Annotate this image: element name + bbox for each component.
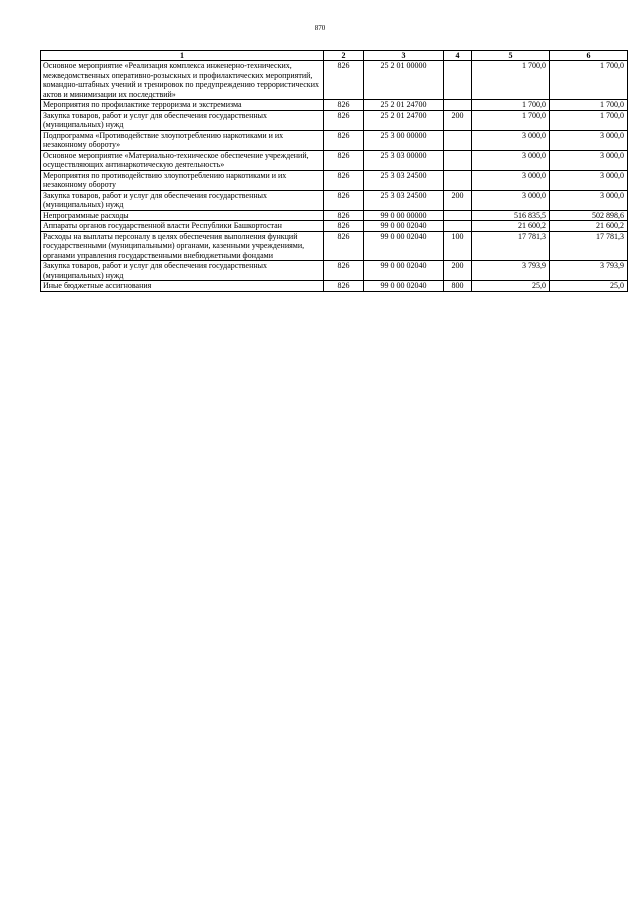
row-name: Подпрограмма «Противодействие злоупотреблению наркотиками и их незаконному обороту» (41, 130, 324, 150)
row-sum-2: 1 700,0 (550, 110, 628, 130)
row-sum-1: 1 700,0 (472, 100, 550, 111)
table-header-row (41, 51, 628, 61)
row-vr (444, 170, 472, 190)
row-csr: 25 3 00 00000 (364, 130, 444, 150)
row-csr: 25 2 01 00000 (364, 61, 444, 100)
row-vr (444, 130, 472, 150)
row-vr: 200 (444, 261, 472, 281)
row-vr: 100 (444, 231, 472, 261)
table-row (41, 110, 628, 130)
row-vr (444, 210, 472, 221)
row-sum-1: 3 000,0 (472, 170, 550, 190)
table-row (41, 170, 628, 190)
row-vr (444, 221, 472, 232)
header-col-3: 3 (364, 51, 444, 61)
header-col-2: 2 (324, 51, 364, 61)
row-csr: 99 0 00 02040 (364, 231, 444, 261)
table-row (41, 150, 628, 170)
row-ved: 826 (324, 261, 364, 281)
row-sum-1: 25,0 (472, 281, 550, 292)
row-sum-2: 21 600,2 (550, 221, 628, 232)
row-vr (444, 100, 472, 111)
table-row (41, 231, 628, 261)
row-sum-1: 3 000,0 (472, 130, 550, 150)
row-name: Основное мероприятие «Реализация комплекса инженерно-технических, межведомственных оперативно-розыскных и профилактических мероприятий, командно-штабных учений и тренировок по предупреждению террористических актов и минимизации их последствий» (41, 61, 324, 100)
row-sum-2: 25,0 (550, 281, 628, 292)
row-sum-1: 21 600,2 (472, 221, 550, 232)
header-col-4: 4 (444, 51, 472, 61)
row-csr: 25 3 03 00000 (364, 150, 444, 170)
table-row (41, 281, 628, 292)
row-ved: 826 (324, 231, 364, 261)
budget-table (40, 50, 628, 292)
row-name: Аппараты органов государственной власти Республики Башкортостан (41, 221, 324, 232)
row-ved: 826 (324, 130, 364, 150)
row-name: Закупка товаров, работ и услуг для обеспечения государственных (муниципальных) нужд (41, 110, 324, 130)
row-sum-2: 17 781,3 (550, 231, 628, 261)
table-row (41, 210, 628, 221)
row-ved: 826 (324, 170, 364, 190)
row-name: Закупка товаров, работ и услуг для обеспечения государственных (муниципальных) нужд (41, 261, 324, 281)
row-name: Закупка товаров, работ и услуг для обеспечения государственных (муниципальных) нужд (41, 190, 324, 210)
header-col-5: 5 (472, 51, 550, 61)
row-sum-1: 1 700,0 (472, 110, 550, 130)
row-vr (444, 150, 472, 170)
table-row (41, 130, 628, 150)
row-csr: 25 2 01 24700 (364, 110, 444, 130)
row-name: Непрограммные расходы (41, 210, 324, 221)
row-vr: 200 (444, 190, 472, 210)
row-name: Расходы на выплаты персоналу в целях обеспечения выполнения функций государственными (муниципальными) органами, казенными учреждениями, органами управления государственными внебюджетными фондами (41, 231, 324, 261)
row-sum-2: 3 793,9 (550, 261, 628, 281)
table-row (41, 100, 628, 111)
row-ved: 826 (324, 61, 364, 100)
header-col-6: 6 (550, 51, 628, 61)
row-vr (444, 61, 472, 100)
page-number: 870 (314, 24, 326, 32)
row-sum-1: 1 700,0 (472, 61, 550, 100)
row-ved: 826 (324, 150, 364, 170)
row-sum-2: 3 000,0 (550, 170, 628, 190)
table-row (41, 221, 628, 232)
row-vr: 800 (444, 281, 472, 292)
row-sum-2: 1 700,0 (550, 61, 628, 100)
row-ved: 826 (324, 221, 364, 232)
row-csr: 99 0 00 02040 (364, 261, 444, 281)
row-sum-1: 17 781,3 (472, 231, 550, 261)
row-csr: 99 0 00 00000 (364, 210, 444, 221)
row-name: Иные бюджетные ассигнования (41, 281, 324, 292)
header-col-1: 1 (41, 51, 324, 61)
row-name: Мероприятия по противодействию злоупотреблению наркотиками и их незаконному обороту (41, 170, 324, 190)
row-name: Основное мероприятие «Материально-техническое обеспечение учреждений, осуществляющих антинаркотическую деятельность» (41, 150, 324, 170)
row-name: Мероприятия по профилактике терроризма и экстремизма (41, 100, 324, 111)
row-sum-1: 3 000,0 (472, 150, 550, 170)
row-sum-2: 3 000,0 (550, 130, 628, 150)
row-ved: 826 (324, 190, 364, 210)
row-csr: 25 3 03 24500 (364, 190, 444, 210)
row-sum-1: 516 835,5 (472, 210, 550, 221)
row-csr: 25 2 01 24700 (364, 100, 444, 111)
row-sum-1: 3 793,9 (472, 261, 550, 281)
row-sum-2: 3 000,0 (550, 150, 628, 170)
row-ved: 826 (324, 110, 364, 130)
row-ved: 826 (324, 281, 364, 292)
table-row (41, 61, 628, 100)
row-csr: 99 0 00 02040 (364, 281, 444, 292)
row-csr: 99 0 00 02040 (364, 221, 444, 232)
row-sum-2: 502 898,6 (550, 210, 628, 221)
row-csr: 25 3 03 24500 (364, 170, 444, 190)
row-sum-1: 3 000,0 (472, 190, 550, 210)
row-vr: 200 (444, 110, 472, 130)
table-row (41, 190, 628, 210)
table-row (41, 261, 628, 281)
row-ved: 826 (324, 210, 364, 221)
row-sum-2: 3 000,0 (550, 190, 628, 210)
row-sum-2: 1 700,0 (550, 100, 628, 111)
row-ved: 826 (324, 100, 364, 111)
